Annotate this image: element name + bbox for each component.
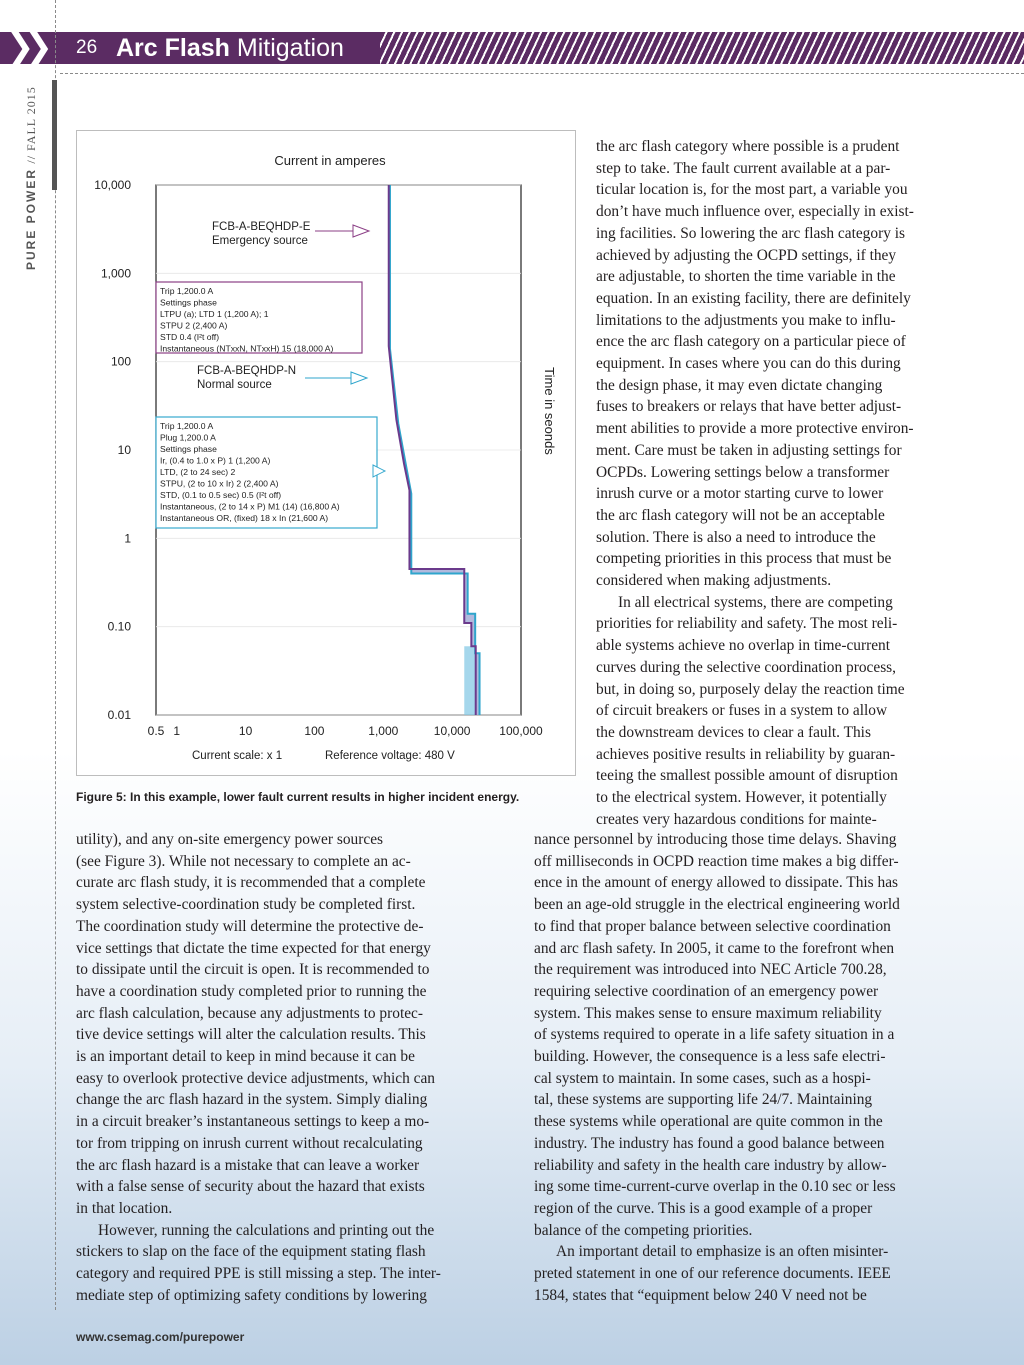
right-bottom-line: these systems while operational are quite common in the: [534, 1113, 883, 1131]
x-tick-label: 100,000: [499, 724, 543, 738]
left-bottom-line: system selective-coordination study be completed first.: [76, 896, 416, 914]
settings-n-line: Ir, (0.4 to 1.0 x P) 1 (1,200 A): [160, 455, 271, 466]
annotation-e-line1: FCB-A-BEQHDP-E: [212, 221, 311, 233]
x-tick-labels: [148, 724, 543, 738]
right-top-line: ment. Care must be taken in adjusting settings for: [596, 441, 902, 459]
left-bottom-line: to dissipate until the circuit is open. It is recommended to: [76, 961, 430, 979]
x-tick-label: 10: [238, 724, 253, 738]
right-top-line: don’t have much influence over, especially in exist-: [596, 203, 914, 221]
right-top-line: fuses to breakers or relays that have better adjust-: [596, 398, 902, 416]
y-tick-label: 10,000: [94, 178, 131, 192]
right-top-line: creates very hazardous conditions for mainte-: [596, 810, 877, 828]
y-tick-label: 1: [124, 531, 131, 546]
right-top-line: the arc flash category where possible is a prudent: [596, 138, 900, 155]
settings-n-line: Instantaneous, (2 to 14 x P) M1 (14) (16,800 A): [160, 501, 340, 512]
settings-n-line: Settings phase: [160, 444, 217, 454]
right-top-line: ment abilities to provide a more protective environ-: [596, 420, 914, 438]
sidebar-publication-label: [24, 70, 44, 270]
settings-n-line: Plug 1,200.0 A: [160, 432, 216, 443]
right-top-line: priorities for reliability and safety. The most reli-: [596, 615, 898, 633]
left-bottom-line: have a coordination study completed prior to running the: [76, 982, 427, 1000]
right-top-line: solution. There is also a need to introduce the: [596, 528, 876, 546]
right-top-line: teeing the smallest possible amount of disruption: [596, 767, 898, 785]
right-top-line: equation. In an existing facility, there are definitely: [596, 289, 911, 307]
right-bottom-line: system. This makes sense to ensure maximum reliability: [534, 1004, 882, 1022]
settings-e-line: Trip 1,200.0 A: [160, 286, 214, 296]
y-tick-label: 10: [117, 443, 131, 457]
double-chevron-icon: ❯❯: [6, 27, 43, 67]
right-top-line: equipment. In cases where you can do this during: [596, 355, 901, 373]
left-bottom-line: category and required PPE is still missing a step. The inter-: [76, 1265, 441, 1283]
right-top-line: but, in doing so, purposely delay the reaction time: [596, 680, 905, 698]
right-column-top: [596, 136, 958, 831]
reference-voltage-label: Reference voltage: 480 V: [325, 750, 455, 762]
right-top-line: able systems achieve no overlap in time-current: [596, 637, 891, 655]
left-divider: [55, 0, 56, 1310]
x-tick-label: 100: [304, 724, 325, 738]
right-top-line: to the electrical system. However, it potentially: [596, 789, 887, 807]
settings-n-line: Instantaneous OR, (fixed) 18 x In (21,600 A): [160, 513, 329, 523]
right-top-line: achieves positive results in reliability by guaran-: [596, 745, 896, 763]
header-hatch-pattern: [380, 32, 1024, 64]
chart-title: Current in amperes: [274, 153, 386, 168]
x-tick-label: 1: [173, 724, 181, 738]
right-bottom-line: balance of the competing priorities.: [534, 1221, 753, 1239]
left-bottom-line: with a false sense of security about the hazard that exists: [76, 1178, 425, 1196]
left-bottom-line: in a circuit breaker’s instantaneous settings to keep a mo-: [76, 1113, 430, 1131]
sidebar-bar: [52, 80, 57, 190]
section-title-bold: Arc Flash: [116, 34, 230, 62]
left-bottom-line: mediate step of optimizing safety conditions by lowering: [76, 1286, 427, 1304]
x-tick-label: 0.5: [147, 724, 165, 738]
right-column-bottom: [534, 829, 958, 1306]
annotation-e-line2: Emergency source: [212, 235, 308, 247]
footer-url: www.csemag.com/purepower: [76, 1330, 245, 1344]
left-bottom-line: tive device settings will alter the calculation results. This: [76, 1026, 426, 1044]
right-top-line: ing facilities. So lowering the arc flash category is: [596, 224, 906, 242]
right-bottom-line: ing some time-current-curve overlap in the 0.10 sec or less: [534, 1178, 896, 1196]
right-top-line: ticular location is, for the most part, a variable you: [596, 181, 908, 199]
settings-n-line: STPU, (2 to 10 x Ir) 2 (2,400 A): [160, 478, 279, 489]
left-bottom-line: vice settings that dictate the time expected for that energy: [76, 939, 431, 957]
section-header: [0, 27, 1024, 67]
right-bottom-line: An important detail to emphasize is an often misinter-: [556, 1243, 889, 1261]
right-top-line: limitations to the adjustments you make to influ-: [596, 311, 896, 329]
right-top-line: are adjustable, to shorten the time variable in the: [596, 268, 896, 286]
settings-e-line: LTPU (a); LTD 1 (1,200 A); 1: [160, 309, 269, 319]
settings-e-line: Settings phase: [160, 297, 217, 308]
right-top-line: the downstream devices to clear a fault. This: [596, 723, 871, 741]
right-top-line: curves during the selective coordination process,: [596, 658, 897, 676]
top-divider: [60, 73, 1024, 74]
right-bottom-line: industry. The industry has found a good balance between: [534, 1134, 885, 1152]
right-bottom-line: 1584, states that “equipment below 240 V need not be: [534, 1286, 867, 1304]
publication-name: PURE POWER: [24, 167, 38, 270]
figure-5: [76, 130, 576, 776]
y-tick-label: 1,000: [100, 266, 131, 281]
right-top-line: achieved by adjusting the OCPD settings, if they: [596, 246, 897, 264]
current-scale-label: Current scale: x 1: [192, 750, 283, 762]
right-bottom-line: preted statement in one of our reference documents. IEEE: [534, 1265, 891, 1283]
left-bottom-line: utility), and any on-site emergency power sources: [76, 831, 384, 848]
y-tick-label: 100: [110, 354, 131, 369]
y-tick-label: 0.01: [107, 708, 131, 722]
left-column-bottom: [76, 829, 500, 1306]
right-bottom-line: off milliseconds in OCPD reaction time makes a big differ-: [534, 852, 899, 870]
right-bottom-line: cal system to maintain. In some cases, such as a hospi-: [534, 1069, 871, 1087]
right-bottom-line: building. However, the consequence is a less safe electri-: [534, 1048, 886, 1066]
right-bottom-line: to find that proper balance between selective coordination: [534, 917, 891, 935]
left-bottom-line: curate arc flash study, it is recommended that a complete: [76, 874, 426, 892]
right-top-line: step to take. The fault current available at a par-: [596, 159, 891, 177]
left-bottom-line: tor from tripping on inrush current without recalculating: [76, 1134, 423, 1152]
left-bottom-line: the arc flash hazard is a mistake that can leave a worker: [76, 1156, 420, 1174]
x-tick-label: 1,000: [368, 724, 399, 738]
right-top-line: In all electrical systems, there are competing: [618, 593, 893, 611]
section-title-light: Mitigation: [236, 34, 344, 62]
left-bottom-line: arc flash calculation, because any adjustments to protec-: [76, 1004, 424, 1022]
left-bottom-line: However, running the calculations and printing out the: [98, 1221, 435, 1239]
section-title: [116, 33, 344, 63]
right-top-line: OCPDs. Lowering settings below a transformer: [596, 463, 890, 481]
y-tick-label: 0.10: [107, 619, 131, 634]
right-bottom-line: reliability and safety in the health care industry by allow-: [534, 1156, 887, 1174]
settings-e-line: STPU 2 (2,400 A): [160, 320, 228, 331]
y-axis-label: Time in seonds: [542, 367, 557, 455]
settings-n-line: LTD, (2 to 24 sec) 2: [160, 467, 236, 477]
right-bottom-line: tal, these systems are supporting life 24/7. Maintaining: [534, 1091, 873, 1109]
left-bottom-line: easy to overlook protective device adjustments, which can: [76, 1069, 435, 1087]
right-top-line: the arc flash category will not be an acceptable: [596, 506, 885, 524]
x-tick-label: 10,000: [433, 724, 471, 738]
right-bottom-line: the requirement was introduced into NEC Article 700.28,: [534, 961, 887, 979]
issue-label: // FALL 2015: [24, 86, 38, 164]
right-top-line: of circuit breakers or fuses in a system to allow: [596, 702, 888, 720]
time-current-chart: [77, 131, 577, 777]
left-bottom-line: change the arc flash hazard in the system. Simply dialing: [76, 1091, 428, 1109]
annotation-n-line1: FCB-A-BEQHDP-N: [197, 365, 297, 377]
settings-e-line: Instantaneous (NTxxN, NTxxH) 15 (18,000 A): [160, 343, 334, 354]
right-bottom-line: region of the curve. This is a good example of a proper: [534, 1199, 873, 1217]
right-top-line: competing priorities in this process that must be: [596, 550, 892, 568]
right-bottom-line: requiring selective coordination of an emergency power: [534, 982, 879, 1000]
y-tick-labels: [94, 178, 131, 722]
right-bottom-line: and arc flash safety. In 2005, it came to the forefront when: [534, 939, 895, 957]
right-top-line: the design phase, it may even dictate changing: [596, 376, 883, 394]
left-bottom-line: in that location.: [76, 1199, 173, 1217]
settings-e-line: STD 0.4 (I²t off): [160, 332, 220, 342]
left-bottom-line: The coordination study will determine the protective de-: [76, 917, 424, 935]
right-bottom-line: ence in the amount of energy allowed to dissipate. This has: [534, 874, 899, 892]
left-bottom-line: is an important detail to keep in mind because it can be: [76, 1048, 415, 1066]
page-number: 26: [76, 37, 98, 58]
right-bottom-line: been an age-old struggle in the electrical engineering world: [534, 896, 900, 914]
right-top-line: inrush curve or a motor starting curve to lower: [596, 485, 884, 503]
settings-n-line: Trip 1,200.0 A: [160, 421, 214, 431]
annotation-n-line2: Normal source: [197, 379, 272, 391]
right-bottom-line: nance personnel by introducing those time delays. Shaving: [534, 831, 897, 848]
figure-caption: Figure 5: In this example, lower fault current results in higher incident energy.: [76, 790, 520, 804]
left-bottom-line: stickers to slap on the face of the equipment stating flash: [76, 1243, 426, 1261]
instantaneous-region: [464, 646, 475, 715]
settings-n-line: STD, (0.1 to 0.5 sec) 0.5 (I²t off): [160, 490, 282, 500]
right-bottom-line: of systems required to operate in a life safety situation in a: [534, 1026, 895, 1044]
right-top-line: ence the arc flash category on a particular piece of: [596, 333, 906, 351]
right-top-line: considered when making adjustments.: [596, 572, 832, 590]
left-bottom-line: (see Figure 3). While not necessary to complete an ac-: [76, 852, 411, 870]
